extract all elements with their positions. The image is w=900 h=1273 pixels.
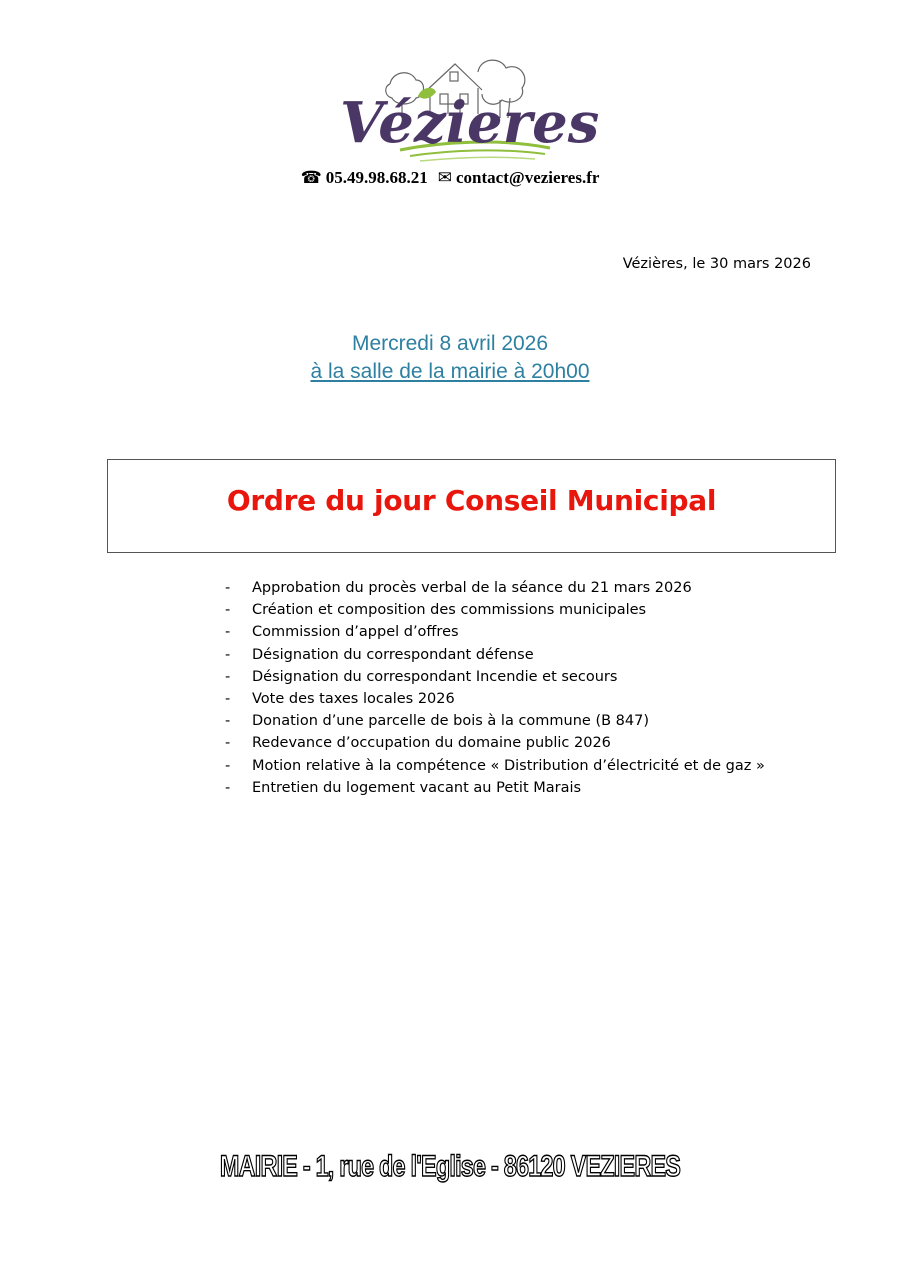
agenda-item: - Création et composition des commissions municipales [225,602,647,619]
meeting-date: Mercredi 8 avril 2026 [351,332,549,355]
phone-number[interactable]: 05.49.98.68.21 [325,168,428,187]
document-date: Vézières, le 30 mars 2026 [622,256,811,272]
agenda-item-text: Entretien du logement vacant au Petit Marais [252,779,582,796]
email-address[interactable]: contact@vezieres.fr [456,168,600,187]
vezieres-logo [330,52,600,167]
agenda-item: - Désignation du correspondant défense [225,646,534,663]
telephone-icon: ☎ [300,168,322,187]
contact-line [0,168,900,188]
agenda-item: - Désignation du correspondant Incendie et secours [225,668,618,685]
logo-wordmark: Vézieres [340,90,600,156]
agenda-item: - Commission d’appel d’offres [225,624,459,641]
footer-address [0,1150,900,1184]
page-title: Ordre du jour Conseil Municipal [226,484,717,517]
agenda-item-text: Donation d’une parcelle de bois à la commune (B 847) [252,713,650,730]
agenda-item: - Motion relative à la compétence « Distribution d’électricité et de gaz » [225,757,765,774]
agenda-item-text: Vote des taxes locales 2026 [252,690,455,707]
agenda-item: - Approbation du procès verbal de la séance du 21 mars 2026 [225,580,692,596]
agenda-list [225,577,765,799]
agenda-item: - Entretien du logement vacant au Petit Marais [225,779,582,796]
agenda-item-text: Commission d’appel d’offres [252,624,459,641]
agenda-item: - Redevance d’occupation du domaine public 2026 [225,735,611,752]
agenda-item-text: Désignation du correspondant Incendie et secours [252,668,618,685]
agenda-item-text: Redevance d’occupation du domaine public 2026 [252,735,611,752]
envelope-icon: ✉ [437,168,453,187]
agenda-item: - Donation d’une parcelle de bois à la commune (B 847) [225,713,650,730]
meeting-info [0,330,900,386]
agenda-item-text: Motion relative à la compétence « Distribution d’électricité et de gaz » [252,757,765,774]
agenda-item: - Vote des taxes locales 2026 [225,690,455,707]
meeting-location-time: à la salle de la mairie à 20h00 [310,360,590,383]
logo-graphic [330,52,600,167]
footer-address-text: MAIRIE - 1, rue de l'Eglise - 86120 VEZIERES [219,1150,681,1183]
title-box [107,459,836,553]
agenda-item-text: Création et composition des commissions municipales [252,602,647,619]
agenda-item-text: Approbation du procès verbal de la séance du 21 mars 2026 [252,580,692,596]
agenda-item-text: Désignation du correspondant défense [252,646,534,663]
